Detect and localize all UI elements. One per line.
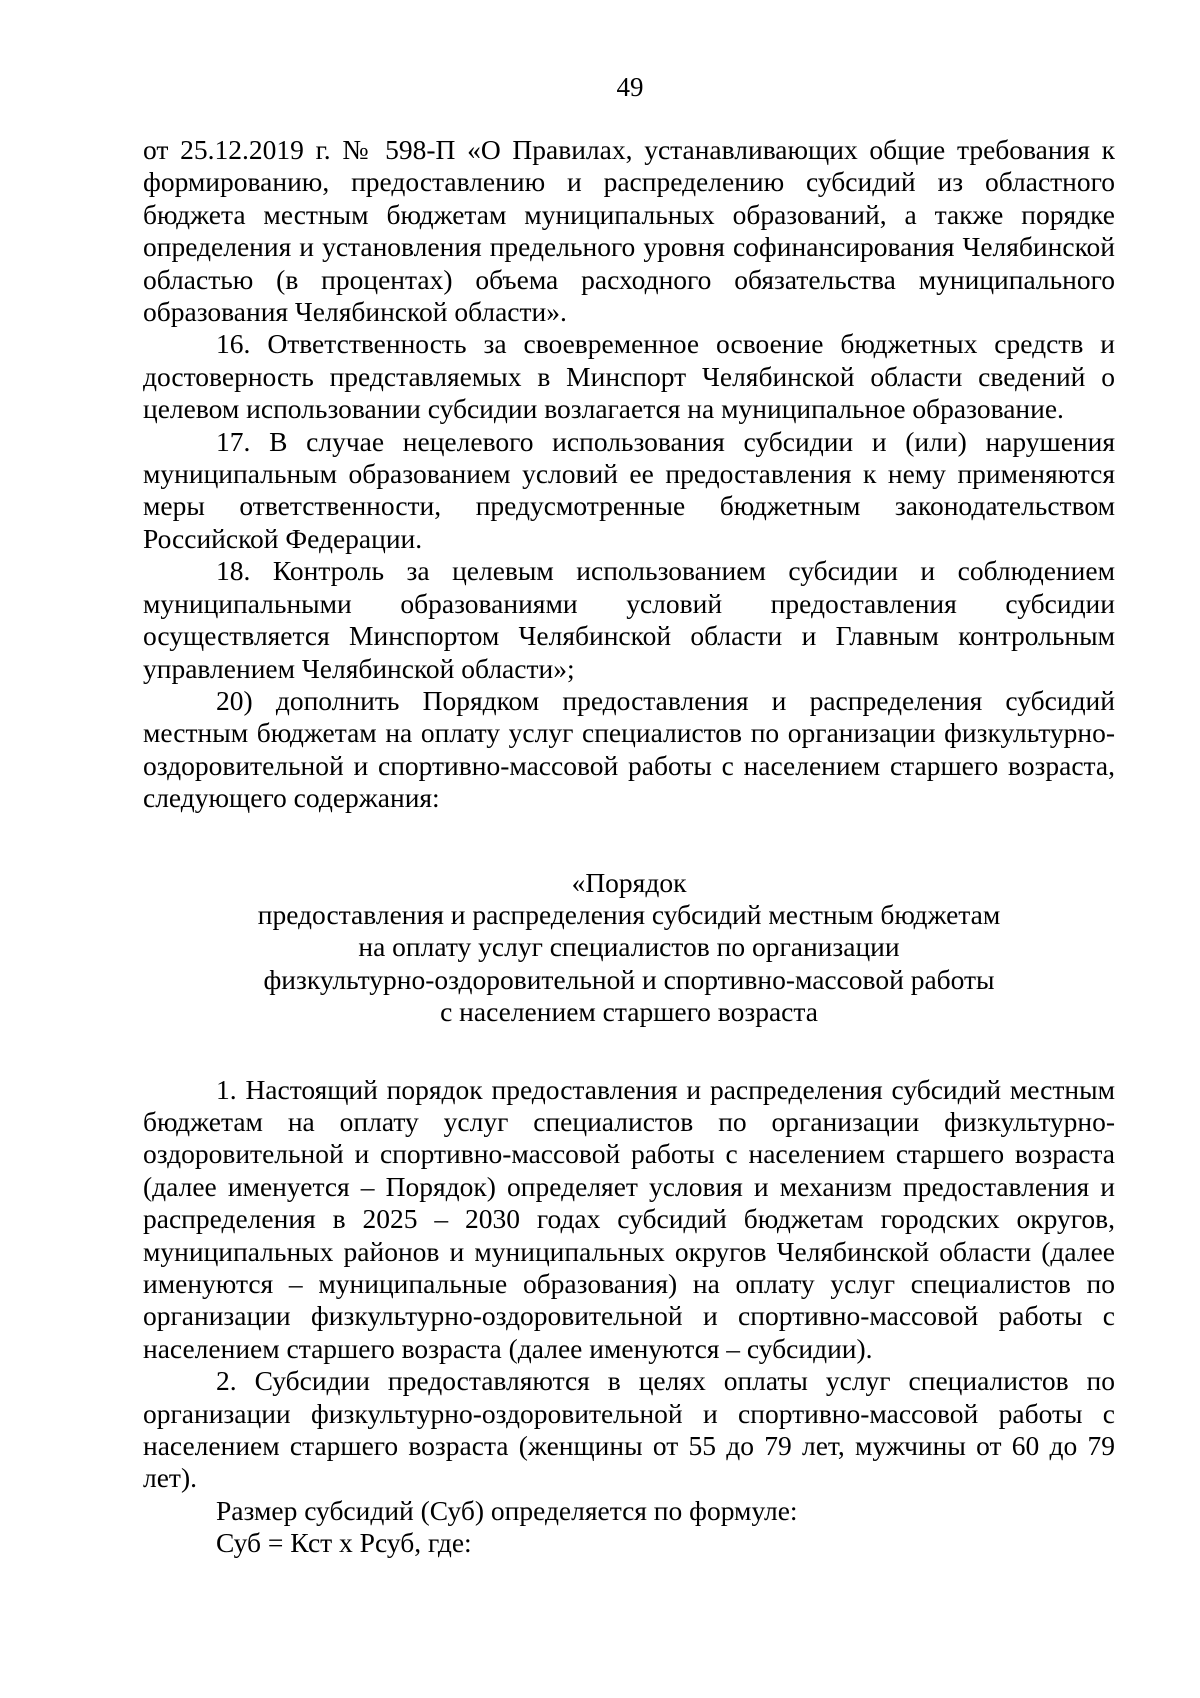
page-number: 49 bbox=[616, 72, 644, 102]
section-title-line: на оплату услуг специалистов по организации bbox=[358, 931, 900, 963]
section-title bbox=[143, 867, 1115, 1029]
section-title-line: с населением старшего возраста bbox=[440, 996, 818, 1028]
paragraph-order-item-2: 2. Субсидии предоставляются в целях оплаты услуг специалистов по организации физкультурно-оздоровительной и спортивно-массовой работы с населением старшего возраста (женщины от 55 до 79 лет, мужчины от 60 до 79 лет). bbox=[143, 1365, 1115, 1494]
paragraph-item-17: 17. В случае нецелевого использования субсидии и (или) нарушения муниципальным образованием условий ее предоставления к нему применяются меры ответственности, предусмотренные бюджетным законодательством Российской Федерации. bbox=[143, 425, 1115, 554]
paragraph-item-16: 16. Ответственность за своевременное освоение бюджетных средств и достоверность представляемых в Минспорт Челябинской области сведений о целевом использовании субсидии возлагается на муниципальное образование. bbox=[143, 328, 1115, 425]
paragraph-order-item-1: 1. Настоящий порядок предоставления и распределения субсидий местным бюджетам на оплату услуг специалистов по организации физкультурно-оздоровительной и спортивно-массовой работы с населением старшего возраста (далее именуется – Порядок) определяет условия и механизм предоставления и распределения в 2025 – 2030 годах субсидий бюджетам городских округов, муниципальных районов и муниципальных округов Челябинской области (далее именуются – муниципальные образования) на оплату услуг специалистов по организации физкультурно-оздоровительной и спортивно-массовой работы с населением старшего возраста (далее именуются – субсидии). bbox=[143, 1073, 1115, 1364]
section-title-line: физкультурно-оздоровительной и спортивно-массовой работы bbox=[263, 963, 995, 995]
section-title-line: «Порядок bbox=[571, 866, 687, 898]
paragraph-continuation: от 25.12.2019 г. № 598-П «О Правилах, устанавливающих общие требования к формированию, предоставлению и распределению субсидий из областного бюджета местным бюджетам муниципальных образований, а также порядке определения и установления предельного уровня софинансирования Челябинской областью (в процентах) объема расходного обязательства муниципального образования Челябинской области». bbox=[143, 134, 1115, 328]
formula-intro: Размер субсидий (Суб) определяется по формуле: bbox=[216, 1494, 798, 1526]
section-title-line: предоставления и распределения субсидий местным бюджетам bbox=[257, 898, 1001, 930]
paragraph-item-20: 20) дополнить Порядком предоставления и распределения субсидий местным бюджетам на оплату услуг специалистов по организации физкультурно-оздоровительной и спортивно-массовой работы с населением старшего возраста, следующего содержания: bbox=[143, 684, 1115, 814]
formula: Суб = Кст x Рсуб, где: bbox=[216, 1527, 472, 1559]
document-body bbox=[143, 134, 1115, 1560]
paragraph-item-18: 18. Контроль за целевым использованием субсидии и соблюдением муниципальными образованиями условий предоставления субсидии осуществляется Минспортом Челябинской области и Главным контрольным управлением Челябинской области»; bbox=[143, 555, 1115, 684]
